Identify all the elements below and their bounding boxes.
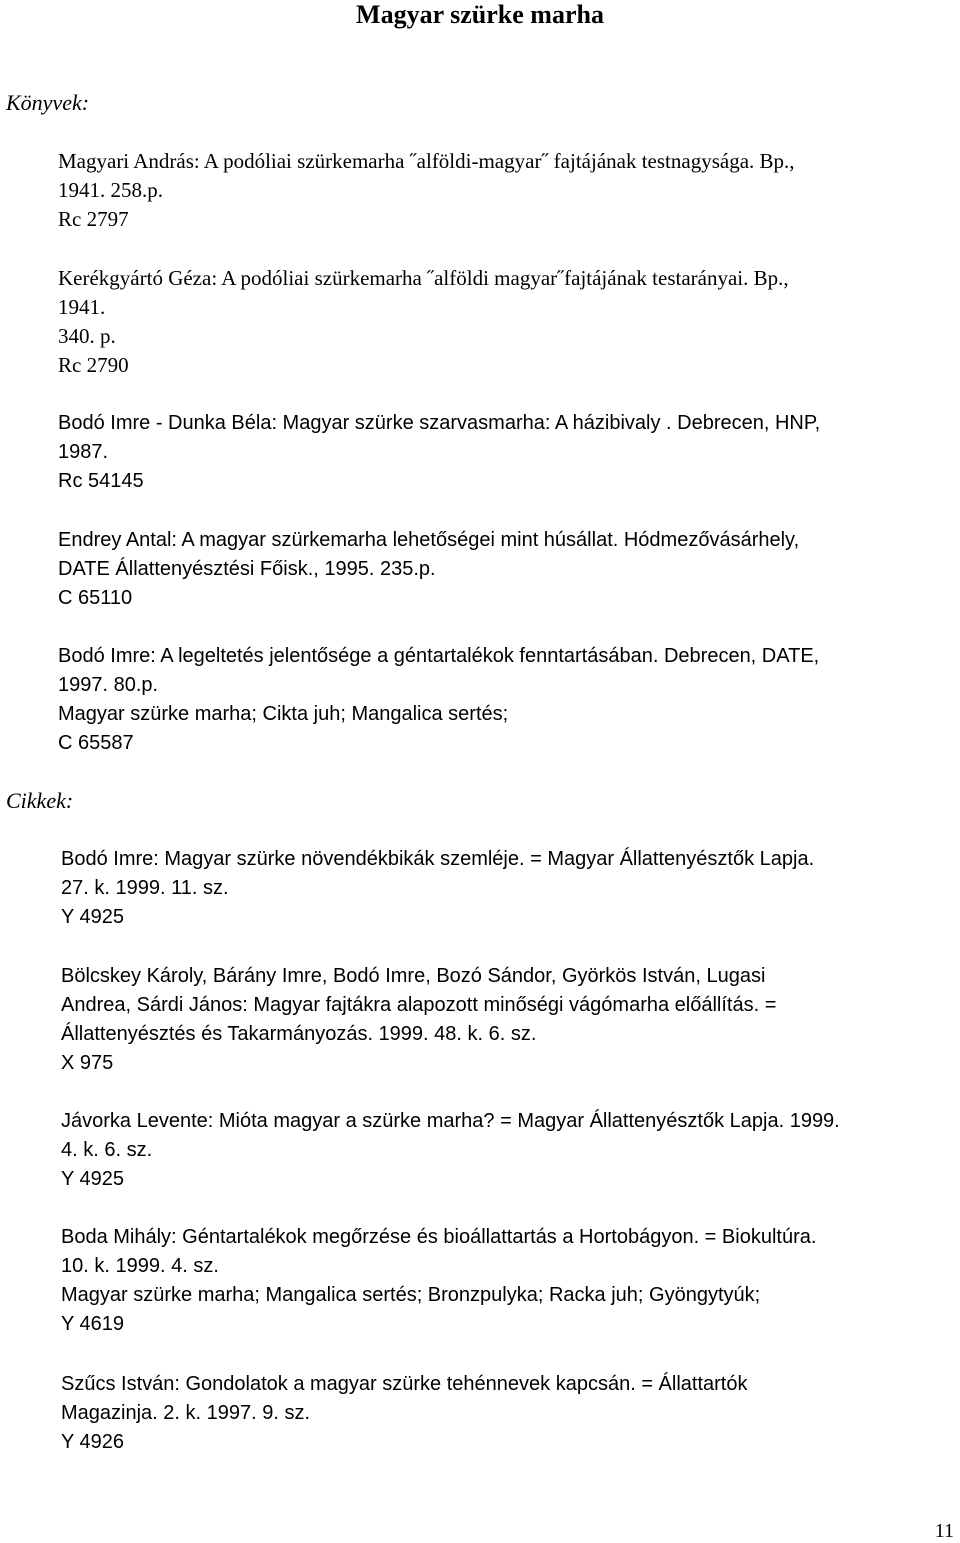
entry-line: Boda Mihály: Géntartalékok megőrzése és bioállattartás a Hortobágyon. = Biokultúra. [61, 1226, 817, 1248]
article-entry-2 [61, 962, 960, 1078]
entry-line: C 65587 [58, 732, 134, 754]
entry-line: X 975 [61, 1052, 114, 1074]
entry-line: Andrea, Sárdi János: Magyar fajtákra alapozott minőségi vágómarha előállítás. = [61, 994, 777, 1016]
entry-line: Magyar szürke marha; Mangalica sertés; Bronzpulyka; Racka juh; Gyöngytyúk; [61, 1284, 761, 1306]
entry-line: Y 4925 [61, 1168, 125, 1190]
book-entry-3 [58, 409, 958, 496]
book-entry-1 [58, 147, 958, 234]
entry-line: Jávorka Levente: Mióta magyar a szürke marha? = Magyar Állattenyésztők Lapja. 1999. [61, 1110, 840, 1132]
entry-line: 340. p. [58, 324, 116, 348]
entry-line: 4. k. 6. sz. [61, 1139, 153, 1161]
entry-line: Rc 2797 [58, 207, 129, 231]
entry-line: Endrey Antal: A magyar szürkemarha lehetőségei mint húsállat. Hódmezővásárhely, [58, 529, 800, 551]
entry-line: 10. k. 1999. 4. sz. [61, 1255, 219, 1277]
entry-line: Y 4926 [61, 1431, 125, 1453]
entry-line: 1941. 258.p. [58, 178, 163, 202]
section-label-articles: Cikkek: [6, 788, 74, 813]
entry-line: Állattenyésztés és Takarmányozás. 1999. 48. k. 6. sz. [61, 1023, 537, 1045]
entry-line: 1987. [58, 441, 109, 463]
book-entry-2 [58, 264, 958, 380]
book-entry-4 [58, 526, 958, 613]
entry-line: Bodó Imre: Magyar szürke növendékbikák szemléje. = Magyar Állattenyésztők Lapja. [61, 848, 815, 870]
entry-line: Szűcs István: Gondolatok a magyar szürke tehénnevek kapcsán. = Állattartók [61, 1373, 748, 1395]
entry-line: C 65110 [58, 587, 133, 609]
page-number: 11 [934, 1520, 954, 1542]
article-entry-1 [61, 845, 960, 932]
entry-line: DATE Állattenyésztési Főisk., 1995. 235.p. [58, 558, 436, 580]
entry-line: Rc 2790 [58, 353, 129, 377]
entry-line: Bölcskey Károly, Bárány Imre, Bodó Imre, Bozó Sándor, Györkös István, Lugasi [61, 965, 766, 987]
entry-line: 27. k. 1999. 11. sz. [61, 877, 229, 899]
entry-line: 1941. [58, 295, 106, 319]
entry-line: Magyar szürke marha; Cikta juh; Mangalica sertés; [58, 703, 509, 725]
entry-line: Y 4619 [61, 1313, 125, 1335]
article-entry-5 [61, 1370, 960, 1457]
page-title: Magyar szürke marha [356, 0, 604, 29]
entry-line: Kerékgyártó Géza: A podóliai szürkemarha ˝alföldi magyar˝fajtájának testarányai. Bp., [58, 266, 789, 290]
entry-line: 1997. 80.p. [58, 674, 159, 696]
article-entry-4 [61, 1223, 960, 1339]
section-label-books: Könyvek: [6, 90, 90, 115]
entry-line: Bodó Imre: A legeltetés jelentősége a géntartalékok fenntartásában. Debrecen, DATE, [58, 645, 820, 667]
entry-line: Rc 54145 [58, 470, 144, 492]
article-entry-3 [61, 1107, 960, 1194]
entry-line: Magazinja. 2. k. 1997. 9. sz. [61, 1402, 311, 1424]
entry-line: Bodó Imre - Dunka Béla: Magyar szürke szarvasmarha: A házibivaly . Debrecen, HNP, [58, 412, 821, 434]
entry-line: Magyari András: A podóliai szürkemarha ˝alföldi-magyar˝ fajtájának testnagysága. Bp., [58, 149, 795, 173]
book-entry-5 [58, 642, 958, 758]
entry-line: Y 4925 [61, 906, 125, 928]
